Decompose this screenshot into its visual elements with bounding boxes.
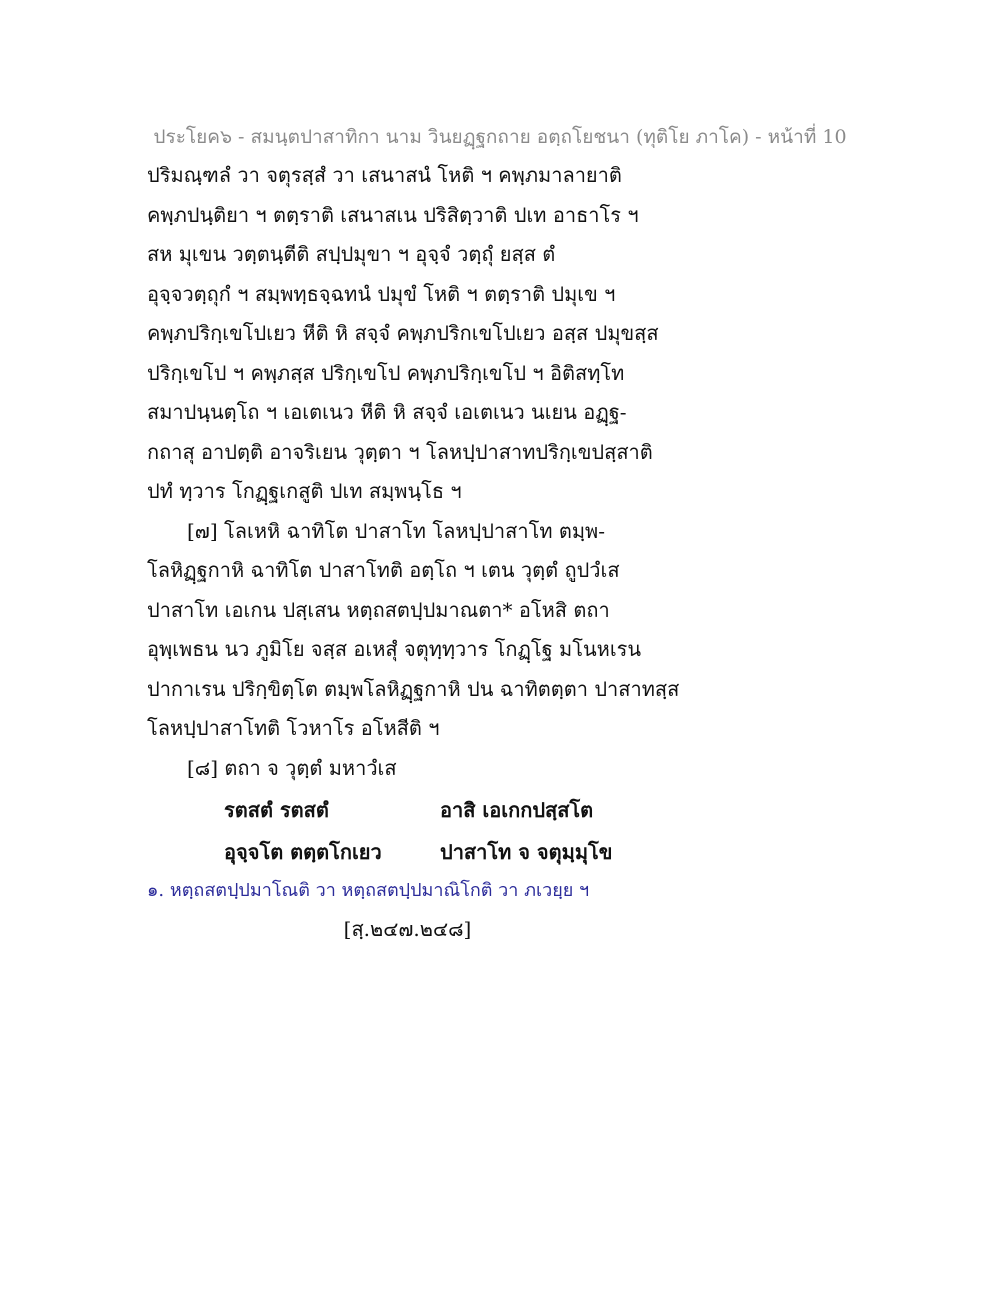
text-line: สห มุเขน วตฺตนฺตีติ สปฺปมุขา ฯ อุจฺจํ วตฺถุํ ยสฺส ตํ [147,242,556,266]
body-text [147,158,767,790]
text-line: สมาปนฺนตฺโถ ฯ เอเตเนว หีติ หิ สจฺจํ เอเตเนว นเยน อฏฺฐ- [147,400,627,424]
verse-left: อุจฺจโต ตตฺตโกเยว [224,840,382,864]
text-line: ปริกฺเขโป ฯ คพฺภสฺส ปริกฺเขโป คพฺภปริกฺเขโป ฯ อิติสทฺโท [147,360,625,385]
text-line: คพฺภปริกฺเขโปเยว หีติ หิ สจฺจํ คพฺภปริกเขโปเยว อสฺส ปมุขสฺส [147,321,659,345]
paragraph-8-start: [๘] ตถา จ วุตฺตํ มหาวํเส [187,755,397,780]
text-line: ปาสาโท เอเกน ปสฺเสน หตฺถสตปฺปมาณตา* อโหสิ ตถา [147,597,610,622]
verse-line-1 [224,794,594,826]
text-line: อุจฺจวตฺถุกํ ฯ สมฺพทฺธจฺฉทนํ ปมุขํ โหติ ฯ ตตฺราติ ปมุเข ฯ [147,281,616,306]
text-line: ปริมณฺฑลํ วา จตุรสฺสํ วา เสนาสนํ โหติ ฯ คพฺภมาลายาติ [147,163,622,187]
verse-left: รตสตํ รตสตํ [224,798,329,822]
text-line: ปากาเรน ปริกฺขิตฺโต ตมฺพโลหิฏฺฐกาหิ ปน ฉาทิตตฺตา ปาสาทสฺส [147,676,680,701]
verse-right: ปาสาโท จ จตุมฺมุโข [440,840,613,864]
verse-line-2 [224,836,613,868]
text-line: ปทํ ทฺวาร โกฏฺฐเกสูติ ปเท สมฺพนฺโธ ฯ [147,479,462,503]
page-reference: [สฺ.๒๔๗.๒๔๘] [343,917,472,941]
text-line: โลหิฏฺฐกาหิ ฉาทิโต ปาสาโทติ อตฺโถ ฯ เตน วุตฺตํ ถูปวํเส [147,558,620,582]
text-line: กถาสุ อาปตฺติ อาจริเยน วุตฺตา ฯ โลหปฺปาสาทปริกฺเขปสฺสาติ [147,439,653,464]
text-line: โลหปฺปาสาโทติ โวหาโร อโหสีติ ฯ [147,716,440,740]
paragraph-7-start: [๗] โลเหหิ ฉาทิโต ปาสาโท โลหปฺปาสาโท ตมฺพ- [187,518,605,543]
verse-right: อาสิ เอเกกปสฺสโต [440,798,594,822]
page-header: ประโยค๖ - สมนฺตปาสาทิกา นาม วินยฏฺฐกถาย อตฺถโยชนา (ทุติโย ภาโค) - หน้าที่ 10 [153,126,847,148]
footnote: ๑. หตฺถสตปฺปมาโณติ วา หตฺถสตปฺปมาณิโกติ วา ภเวยฺย ฯ [147,880,590,901]
text-line: คพฺภปนฺติยา ฯ ตตฺราติ เสนาสเน ปริสิตฺวาติ ปเท อาธาโร ฯ [147,202,639,227]
text-line: อุพฺเพธน นว ภูมิโย จสฺส อเหสุํ จตุทฺทฺวาร โกฏฺโฐ มโนหเรน [147,637,642,661]
